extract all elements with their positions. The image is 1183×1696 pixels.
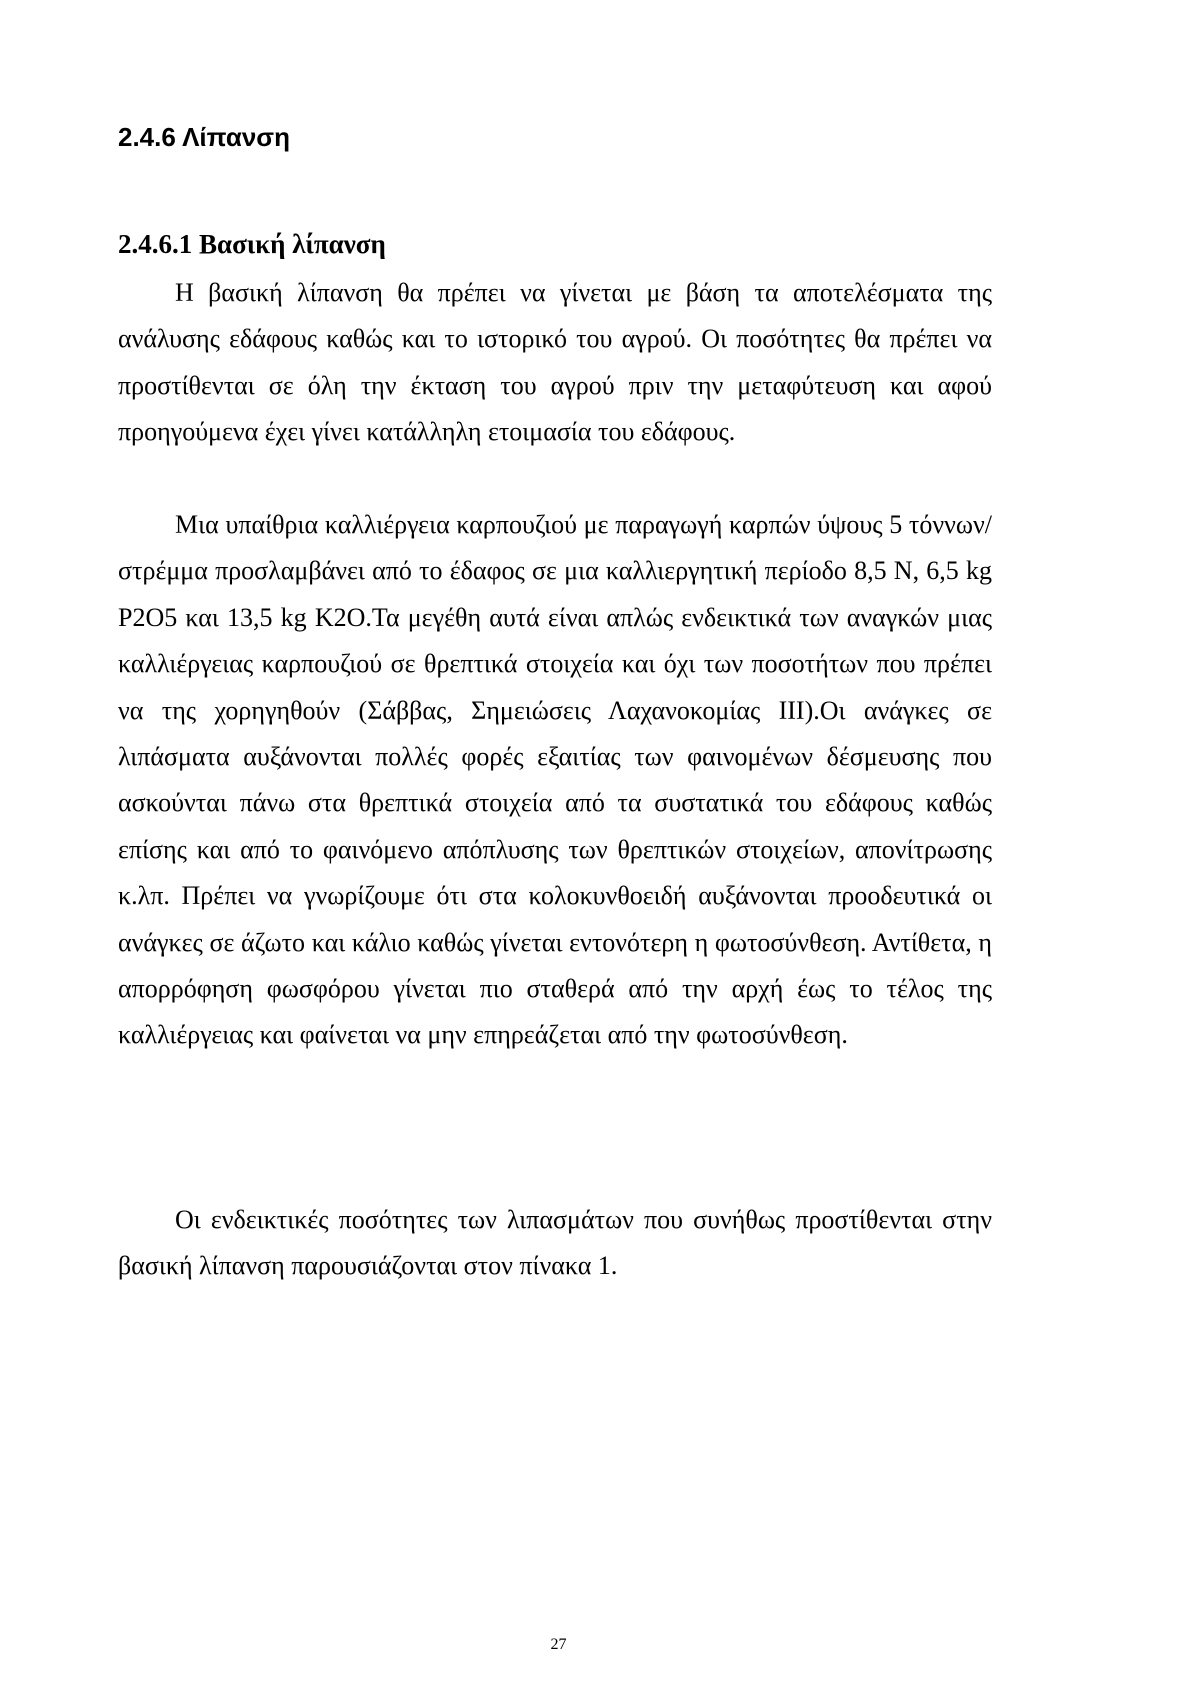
paragraph-table-reference: Οι ενδεικτικές ποσότητες των λιπασμάτων που συνήθως προστίθενται στην βασική λίπανση παρουσιάζονται στον πίνακα 1.	[118, 1205, 992, 1281]
paragraph-basic-fertilization: Η βασική λίπανση θα πρέπει να γίνεται με βάση τα αποτελέσματα της ανάλυσης εδάφους καθώς και το ιστορικό του αγρού. Οι ποσότητες θα πρέπει να προστίθενται σε όλη την έκταση του αγρού πριν την μεταφύτευση και αφού προηγούμενα έχει γίνει κατάλληλη ετοιμασία του εδάφους.	[118, 278, 992, 447]
page-number: 27	[550, 1636, 567, 1653]
section-heading: 2.4.6 Λίπανση	[118, 122, 290, 152]
paragraph-nutrient-uptake: Μια υπαίθρια καλλιέργεια καρπουζιού με παραγωγή καρπών ύψους 5 τόννων/στρέμμα προσλαμβάνει από το έδαφος σε μια καλλιεργητική περίοδο 8,5 N, 6,5 kg P2O5 και 13,5 kg K2O.Τα μεγέθη αυτά είναι απλώς ενδεικτικά των αναγκών μιας καλλιέργειας καρπουζιού σε θρεπτικά στοιχεία και όχι των ποσοτήτων που πρέπει να της χορηγηθούν (Σάββας, Σημειώσεις Λαχανοκομίας ΙΙΙ).Οι ανάγκες σε λιπάσματα αυξάνονται πολλές φορές εξαιτίας των φαινομένων δέσμευσης που ασκούνται πάνω στα θρεπτικά στοιχεία από τα συστατικά του εδάφους καθώς επίσης και από το φαινόμενο απόπλυσης των θρεπτικών στοιχείων, απονίτρωσης κ.λπ. Πρέπει να γνωρίζουμε ότι στα κολοκυνθοειδή αυξάνονται προοδευτικά οι ανάγκες σε άζωτο και κάλιο καθώς γίνεται εντονότερη η φωτοσύνθεση. Αντίθετα, η απορρόφηση φωσφόρου γίνεται πιο σταθερά από την αρχή έως το τέλος της καλλιέργειας και φαίνεται να μην επηρεάζεται από την φωτοσύνθεση.	[118, 510, 992, 1050]
subsection-heading: 2.4.6.1 Βασική λίπανση	[118, 229, 386, 259]
